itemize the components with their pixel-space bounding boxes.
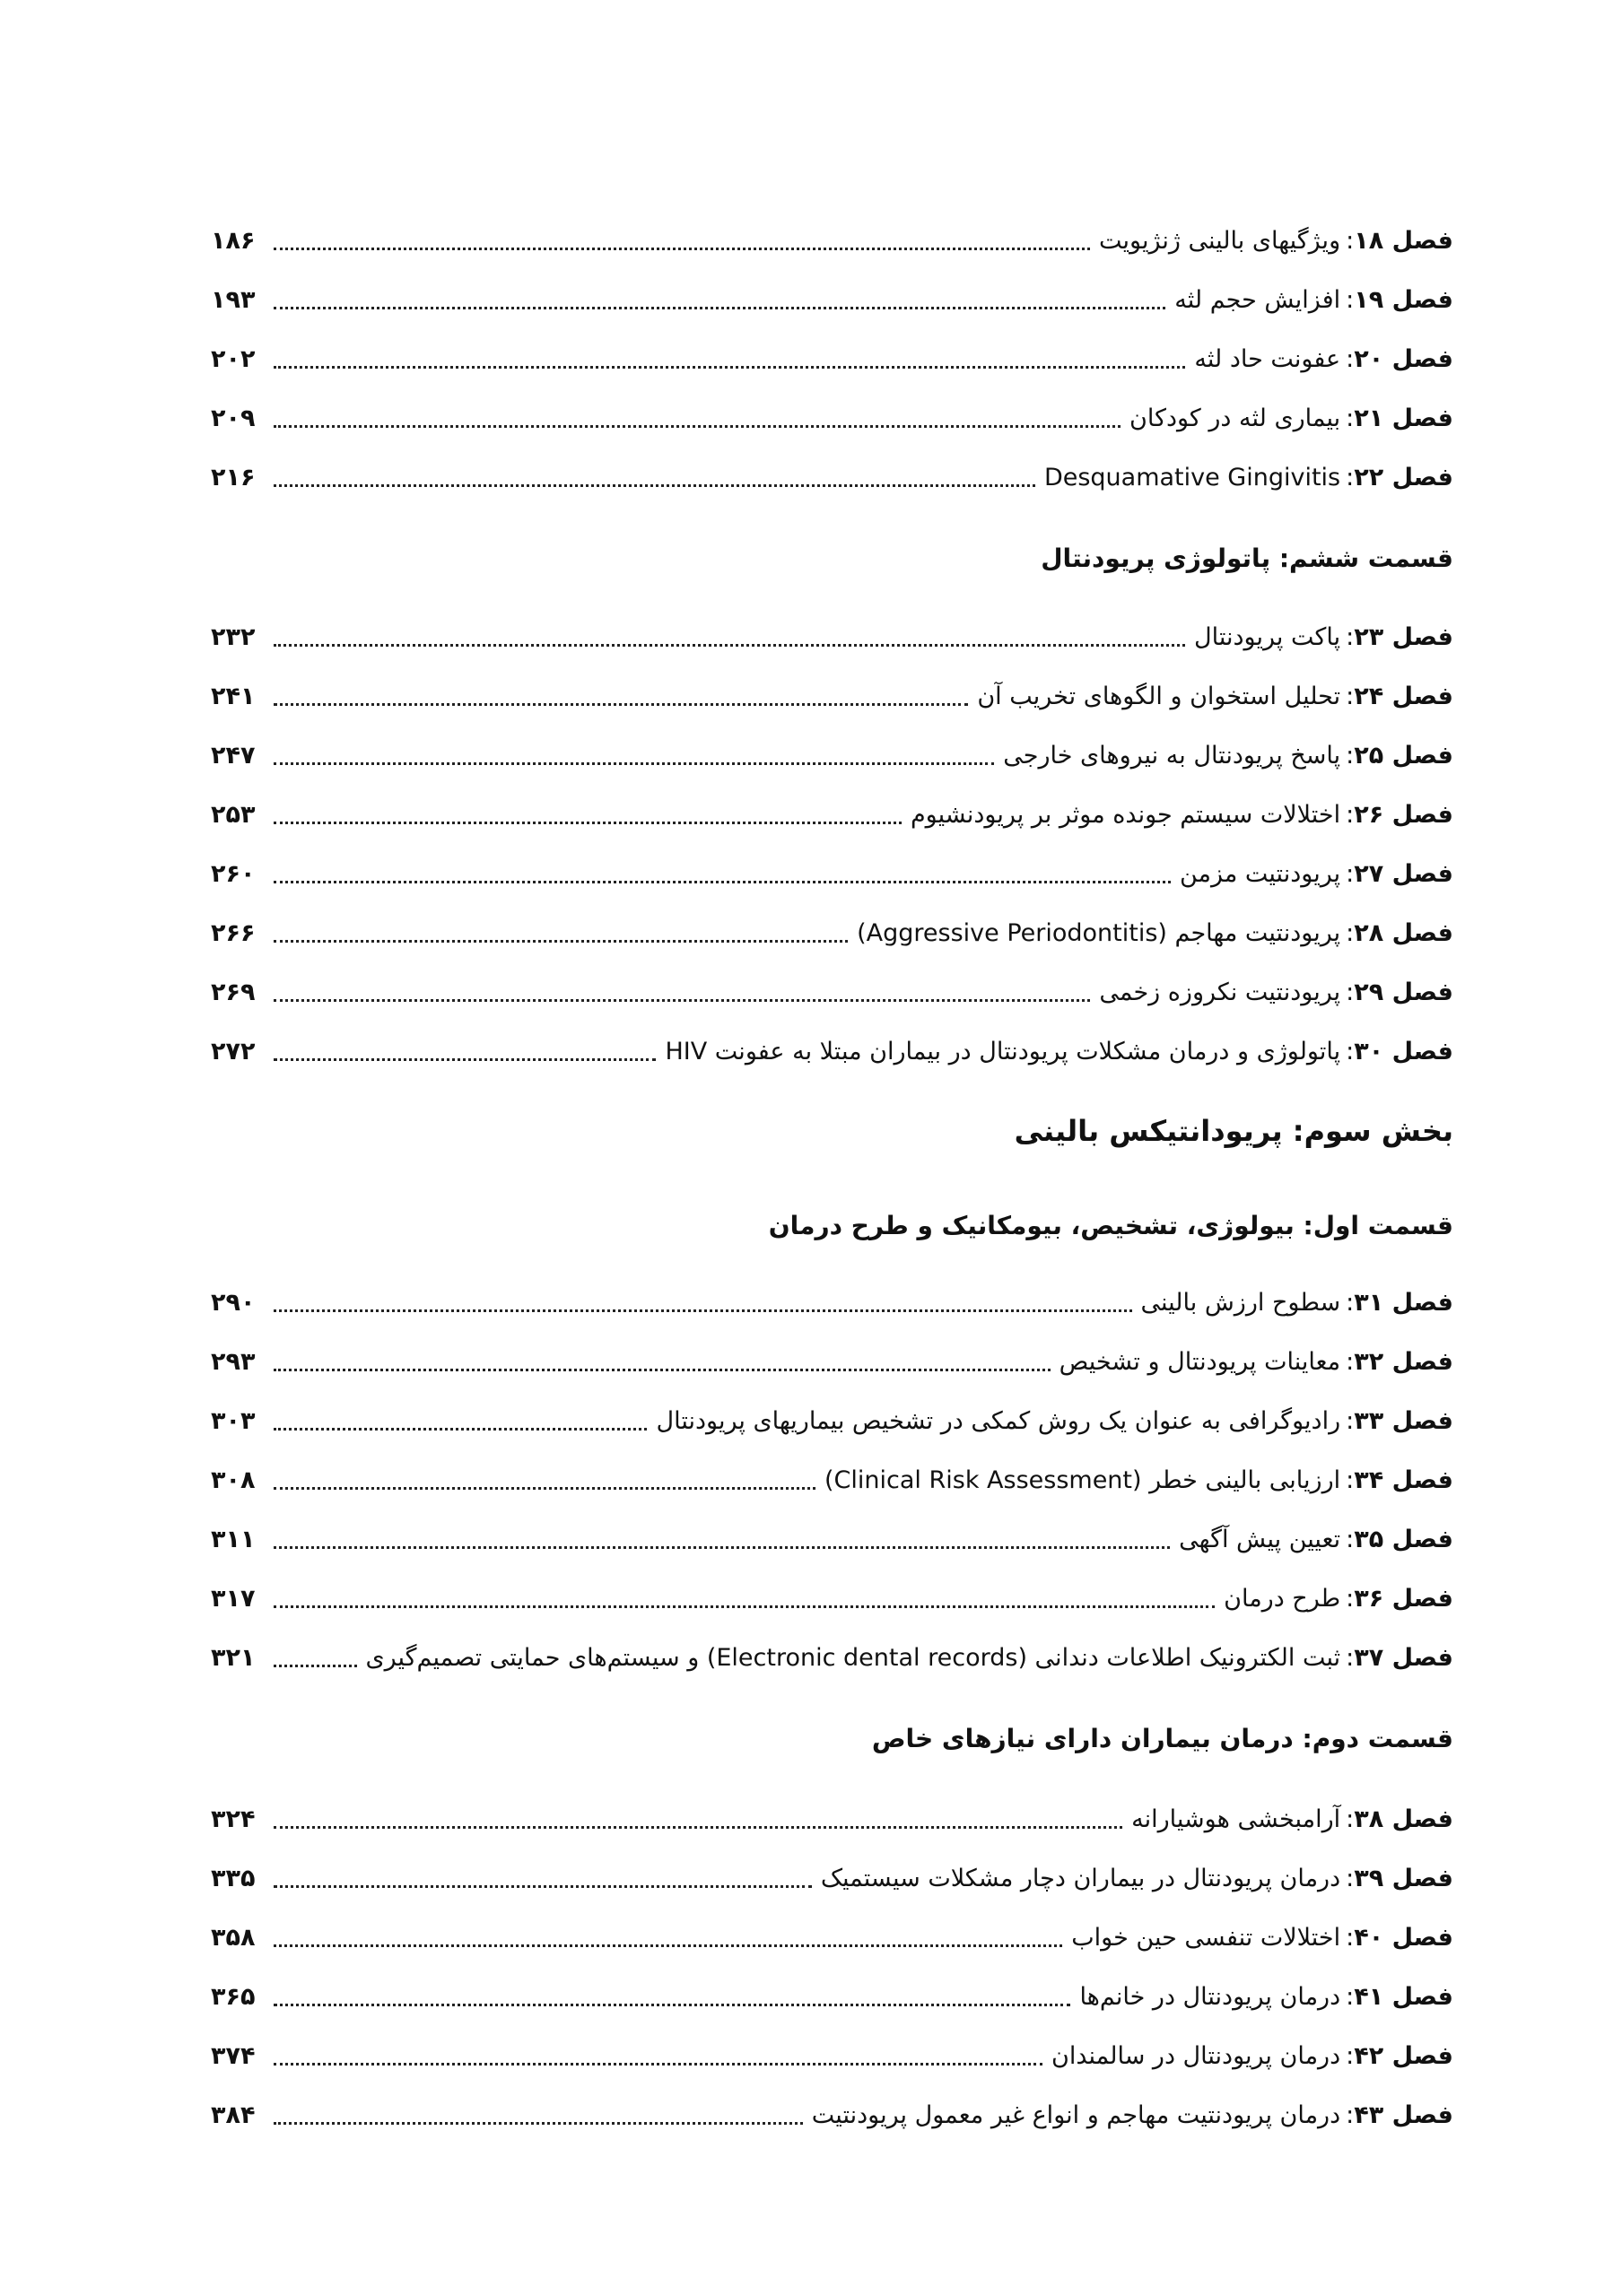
page-number: ۲۷۲ [211, 1037, 256, 1065]
page-number: ۱۸۶ [211, 226, 256, 255]
page-number: ۲۹۰ [211, 1288, 256, 1317]
chapter-title: آرامبخشی هوشیارانه [1131, 1805, 1341, 1833]
page-number: ۳۶۵ [211, 1982, 256, 2011]
toc-entry: فصل ۱۸ : ویژگیهای بالینی ژنژیویت ۱۸۶ [211, 226, 1453, 255]
toc-entry: فصل ۳۱ : سطوح ارزش بالینی ۲۹۰ [211, 1288, 1453, 1317]
part-heading: بخش سوم: پریودانتیکس بالینی [1014, 1114, 1453, 1148]
chapter-label: فصل ۲۵ [1354, 741, 1453, 770]
chapter-title: ارزیابی بالینی خطر (Clinical Risk Assessment) [824, 1465, 1341, 1494]
toc-entry: فصل ۳۶ : طرح درمان ۳۱۷ [211, 1584, 1453, 1613]
dot-leader [274, 643, 1185, 647]
chapter-label: فصل ۲۴ [1354, 682, 1453, 710]
toc-entry: فصل ۴۲ : درمان پریودنتال در سالمندان ۳۷۴ [211, 2041, 1453, 2070]
toc-entry: فصل ۳۲ : معاینات پریودنتال و تشخیص ۲۹۳ [211, 1347, 1453, 1376]
dot-leader [274, 1944, 1062, 1947]
toc-entry: فصل ۳۰ : پاتولوژی و درمان مشکلات پریودنتال در بیماران مبتلا به عفونت HIV ۲۷۲ [211, 1037, 1453, 1065]
chapter-title: تعیین پیش آگهی [1179, 1525, 1341, 1553]
dot-leader [274, 1368, 1051, 1371]
dot-leader [274, 247, 1090, 250]
page-number: ۲۹۳ [211, 1347, 256, 1376]
toc-entry: فصل ۲۲ : Desquamative Gingivitis ۲۱۶ [211, 463, 1453, 491]
dot-leader [274, 1057, 656, 1061]
chapter-title: معاینات پریودنتال و تشخیص [1059, 1347, 1341, 1376]
chapter-label: فصل ۳۲ [1354, 1347, 1453, 1376]
chapter-title: بیماری لثه در کودکان [1129, 404, 1341, 432]
chapter-title: پریودنتیت مزمن [1179, 859, 1341, 888]
page-number: ۳۲۱ [211, 1643, 256, 1672]
chapter-title: پریودنتیت نکروزه زخمی [1099, 978, 1341, 1006]
chapter-title: درمان پریودنتال در خانم‌ها [1079, 1982, 1341, 2011]
dot-leader [274, 1545, 1170, 1549]
page-number: ۲۶۰ [211, 859, 256, 888]
page-number: ۱۹۳ [211, 285, 256, 314]
chapter-title: درمان پریودنتال در بیماران دچار مشکلات سیستمیک [820, 1864, 1341, 1892]
dot-leader [274, 424, 1121, 428]
dot-leader [274, 2062, 1042, 2066]
chapter-label: فصل ۱۹ [1354, 285, 1453, 314]
chapter-title: پریودنتیت مهاجم (Aggressive Periodontitis) [857, 918, 1341, 947]
page-number: ۳۸۴ [211, 2100, 256, 2129]
page-number: ۲۵۳ [211, 800, 256, 829]
toc-entry: فصل ۲۱ : بیماری لثه در کودکان ۲۰۹ [211, 404, 1453, 432]
chapter-label: فصل ۳۹ [1354, 1864, 1453, 1892]
chapter-label: فصل ۳۶ [1354, 1584, 1453, 1613]
page-number: ۲۶۹ [211, 978, 256, 1006]
chapter-title: پاتولوژی و درمان مشکلات پریودنتال در بیماران مبتلا به عفونت HIV [665, 1037, 1341, 1065]
section-heading: قسمت ششم: پاتولوژی پریودنتال [1041, 544, 1453, 573]
page-number: ۳۵۸ [211, 1923, 256, 1952]
chapter-label: فصل ۲۶ [1354, 800, 1453, 829]
chapter-label: فصل ۲۰ [1354, 344, 1453, 373]
chapter-label: فصل ۳۱ [1354, 1288, 1453, 1317]
page-number: ۳۷۴ [211, 2041, 256, 2070]
chapter-label: فصل ۲۷ [1354, 859, 1453, 888]
chapter-label: فصل ۲۸ [1354, 918, 1453, 947]
page-number: ۲۱۶ [211, 463, 256, 491]
toc-entry: فصل ۲۴ : تحلیل استخوان و الگوهای تخریب آن ۲۴۱ [211, 682, 1453, 710]
toc-entry: فصل ۳۳ : رادیوگرافی به عنوان یک روش کمکی در تشخیص بیماریهای پریودنتال ۳۰۳ [211, 1406, 1453, 1435]
toc-entry: فصل ۳۸ : آرامبخشی هوشیارانه ۳۲۴ [211, 1805, 1453, 1833]
dot-leader [274, 1605, 1215, 1608]
toc-entry: فصل ۳۴ : ارزیابی بالینی خطر (Clinical Risk Assessment) ۳۰۸ [211, 1465, 1453, 1494]
chapter-label: فصل ۳۴ [1354, 1465, 1453, 1494]
toc-entry: فصل ۴۰ : اختلالات تنفسی حین خواب ۳۵۸ [211, 1923, 1453, 1952]
chapter-label: فصل ۳۰ [1354, 1037, 1453, 1065]
dot-leader [274, 880, 1171, 883]
toc-entry: فصل ۲۹ : پریودنتیت نکروزه زخمی ۲۶۹ [211, 978, 1453, 1006]
chapter-label: فصل ۲۲ [1354, 463, 1453, 491]
chapter-label: فصل ۴۳ [1354, 2100, 1453, 2129]
page-number: ۳۲۴ [211, 1805, 256, 1833]
chapter-title: درمان پریودنتال در سالمندان [1051, 2041, 1341, 2070]
dot-leader [274, 365, 1185, 369]
toc-entry: فصل ۱۹ : افزایش حجم لثه ۱۹۳ [211, 285, 1453, 314]
toc-entry: فصل ۴۳ : درمان پریودنتیت مهاجم و انواع غیر معمول پریودنتیت ۳۸۴ [211, 2100, 1453, 2129]
toc-entry: فصل ۳۵ : تعیین پیش آگهی ۳۱۱ [211, 1525, 1453, 1553]
toc-entry: فصل ۲۷ : پریودنتیت مزمن ۲۶۰ [211, 859, 1453, 888]
chapter-title: طرح درمان [1224, 1584, 1341, 1613]
dot-leader [274, 1884, 812, 1888]
chapter-title: پاسخ پریودنتال به نیروهای خارجی [1003, 741, 1341, 770]
toc-entry: فصل ۴۱ : درمان پریودنتال در خانم‌ها ۳۶۵ [211, 1982, 1453, 2011]
chapter-label: فصل ۲۳ [1354, 622, 1453, 651]
dot-leader [274, 1486, 815, 1490]
chapter-title: عفونت حاد لثه [1194, 344, 1341, 373]
chapter-title: تحلیل استخوان و الگوهای تخریب آن [977, 682, 1341, 710]
page-number: ۳۳۵ [211, 1864, 256, 1892]
chapter-title: پاکت پریودنتال [1194, 622, 1341, 651]
toc-entry: فصل ۲۳ : پاکت پریودنتال ۲۳۲ [211, 622, 1453, 651]
chapter-title: افزایش حجم لثه [1174, 285, 1341, 314]
page-number: ۲۳۲ [211, 622, 256, 651]
dot-leader [274, 1427, 647, 1431]
dot-leader [274, 761, 994, 765]
dot-leader [274, 702, 968, 706]
page-number: ۲۰۲ [211, 344, 256, 373]
dot-leader [274, 1825, 1122, 1829]
dot-leader [274, 821, 902, 824]
chapter-title: رادیوگرافی به عنوان یک روش کمکی در تشخیص بیماریهای پریودنتال [656, 1406, 1341, 1435]
chapter-label: فصل ۴۱ [1354, 1982, 1453, 2011]
page-number: ۳۰۳ [211, 1406, 256, 1435]
toc-entry: فصل ۳۷ : ثبت الکترونیک اطلاعات دندانی (Electronic dental records) و سیستم‌های حمایتی تصمیم‌گیری ۳۲۱ [211, 1643, 1453, 1672]
section-heading: قسمت اول: بیولوژی، تشخیص، بیومکانیک و طرح درمان [768, 1211, 1453, 1240]
page-number: ۳۱۷ [211, 1584, 256, 1613]
chapter-title: سطوح ارزش بالینی [1140, 1288, 1341, 1317]
chapter-label: فصل ۳۳ [1354, 1406, 1453, 1435]
dot-leader [274, 1309, 1132, 1312]
chapter-title: ویژگیهای بالینی ژنژیویت [1098, 226, 1341, 255]
dot-leader [274, 939, 848, 943]
chapter-label: فصل ۲۹ [1354, 978, 1453, 1006]
chapter-label: فصل ۳۸ [1354, 1805, 1453, 1833]
dot-leader [274, 998, 1090, 1002]
page-number: ۲۴۱ [211, 682, 256, 710]
chapter-label: فصل ۳۷ [1354, 1643, 1453, 1672]
toc-entry: فصل ۳۹ : درمان پریودنتال در بیماران دچار مشکلات سیستمیک ۳۳۵ [211, 1864, 1453, 1892]
page-number: ۳۰۸ [211, 1465, 256, 1494]
toc-entry: فصل ۲۶ : اختلالات سیستم جونده موثر بر پریودنشیوم ۲۵۳ [211, 800, 1453, 829]
page-number: ۲۰۹ [211, 404, 256, 432]
chapter-title: ثبت الکترونیک اطلاعات دندانی (Electronic dental records) و سیستم‌های حمایتی تصمیم‌گیری [365, 1643, 1341, 1672]
chapter-label: فصل ۲۱ [1354, 404, 1453, 432]
dot-leader [274, 2121, 803, 2125]
page-number: ۲۶۶ [211, 918, 256, 947]
page-number: ۳۱۱ [211, 1525, 256, 1553]
chapter-title: اختلالات تنفسی حین خواب [1071, 1923, 1341, 1952]
chapter-title: Desquamative Gingivitis [1043, 463, 1341, 491]
page-number: ۲۴۷ [211, 741, 256, 770]
chapter-title: اختلالات سیستم جونده موثر بر پریودنشیوم [910, 800, 1341, 829]
toc-entry: فصل ۲۵ : پاسخ پریودنتال به نیروهای خارجی ۲۴۷ [211, 741, 1453, 770]
dot-leader [274, 2003, 1070, 2006]
chapter-title: درمان پریودنتیت مهاجم و انواع غیر معمول پریودنتیت [811, 2100, 1341, 2129]
chapter-label: فصل ۴۰ [1354, 1923, 1453, 1952]
chapter-label: فصل ۱۸ [1354, 226, 1453, 255]
toc-entry: فصل ۲۰ : عفونت حاد لثه ۲۰۲ [211, 344, 1453, 373]
dot-leader [274, 1664, 357, 1667]
toc-entry: فصل ۲۸ : پریودنتیت مهاجم (Aggressive Periodontitis) ۲۶۶ [211, 918, 1453, 947]
dot-leader [274, 306, 1165, 309]
section-heading: قسمت دوم: درمان بیماران دارای نیازهای خاص [871, 1724, 1453, 1753]
dot-leader [274, 483, 1035, 487]
chapter-label: فصل ۴۲ [1354, 2041, 1453, 2070]
chapter-label: فصل ۳۵ [1354, 1525, 1453, 1553]
